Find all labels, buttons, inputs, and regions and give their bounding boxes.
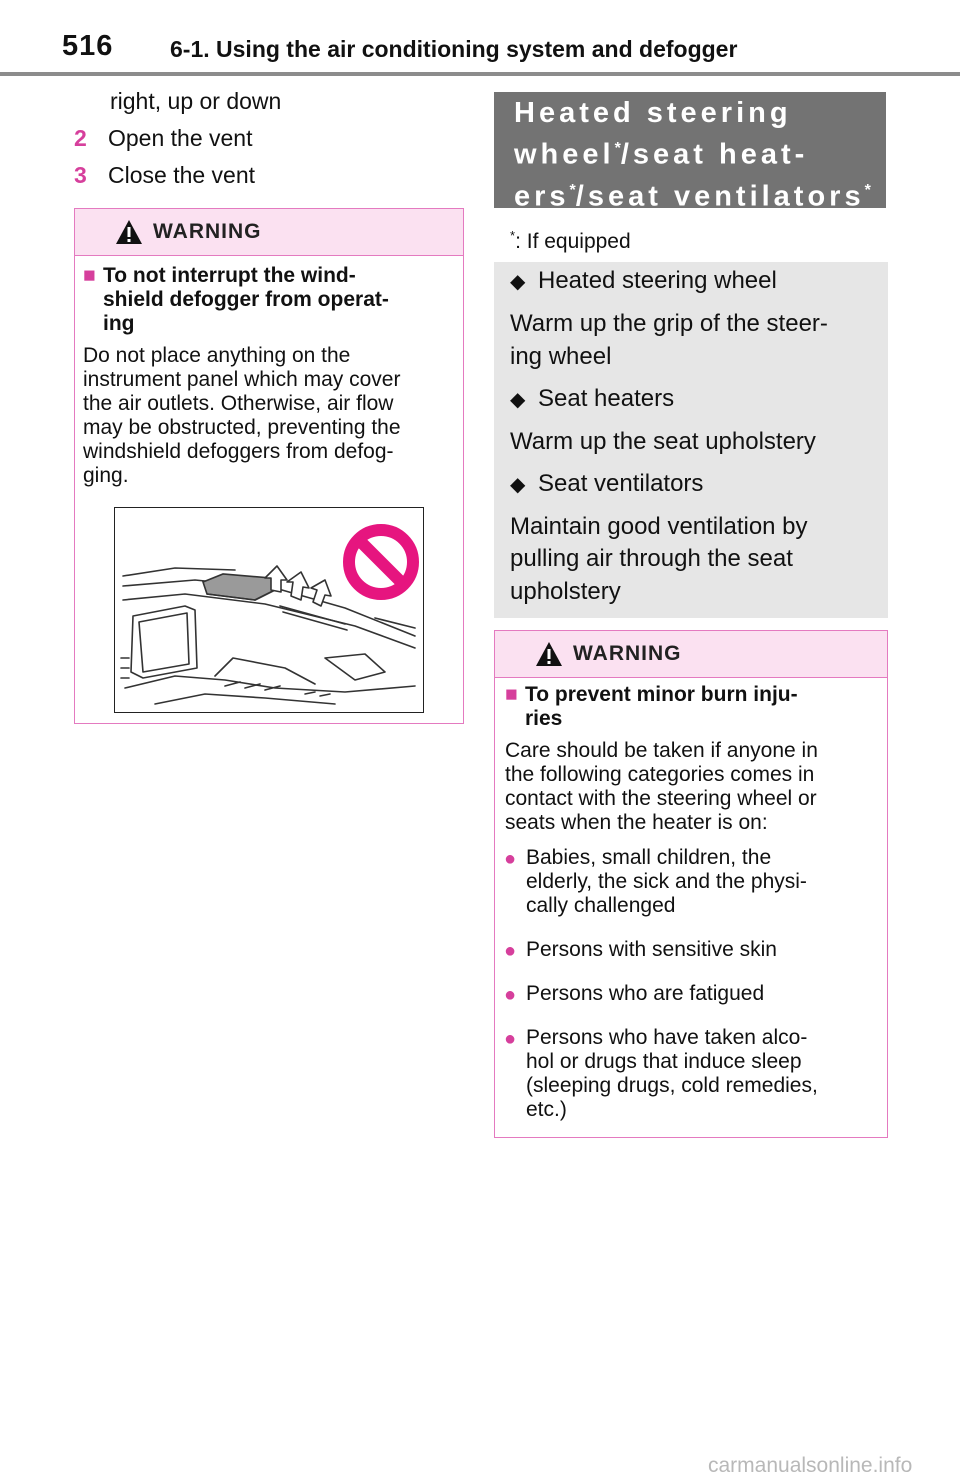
feature-desc: pulling air through the seat bbox=[510, 545, 793, 572]
heading-line bbox=[514, 131, 871, 173]
step-text: Open the vent bbox=[108, 125, 253, 151]
footnote-marker: * bbox=[864, 181, 871, 199]
circle-bullet-icon: ● bbox=[504, 848, 517, 870]
warning-triangle-icon bbox=[115, 219, 143, 245]
step-number: 3 bbox=[74, 162, 87, 188]
dashboard-drawing bbox=[115, 508, 423, 712]
footnote-marker: * bbox=[614, 140, 621, 157]
subheading-line: To not interrupt the wind- bbox=[103, 264, 356, 287]
subheading-line: ries bbox=[525, 707, 563, 730]
list-line: hol or drugs that induce sleep bbox=[526, 1050, 802, 1073]
list-line: elderly, the sick and the physi- bbox=[526, 870, 807, 893]
body-line: instrument panel which may cover bbox=[83, 368, 401, 391]
warning-subheading bbox=[83, 264, 389, 336]
heading-text: ers bbox=[514, 180, 570, 213]
warning-subheading bbox=[505, 683, 798, 731]
section-heading bbox=[514, 96, 871, 214]
body-line: contact with the steering wheel or bbox=[505, 787, 817, 810]
list-item-text bbox=[526, 1026, 866, 1122]
list-line: Persons with sensitive skin bbox=[526, 938, 777, 961]
page-header bbox=[0, 0, 960, 76]
feature-heading-text: Seat ventilators bbox=[538, 470, 704, 497]
feature-desc: Warm up the grip of the steer- bbox=[510, 310, 828, 337]
heading-text: /seat ventilators bbox=[575, 180, 865, 213]
warning-header bbox=[495, 631, 887, 678]
list-item-text bbox=[526, 982, 866, 1006]
feature-desc: Maintain good ventilation by bbox=[510, 513, 808, 540]
section-heading-box bbox=[494, 92, 886, 213]
feature-desc: ing wheel bbox=[510, 343, 612, 370]
list-item-text bbox=[526, 846, 866, 918]
body-line: seats when the heater is on: bbox=[505, 811, 768, 834]
circle-bullet-icon: ● bbox=[504, 1028, 517, 1050]
list-line: (sleeping drugs, cold remedies, bbox=[526, 1074, 818, 1097]
prohibited-icon bbox=[349, 530, 413, 594]
heading-text: wheel bbox=[514, 138, 615, 171]
body-line: may be obstructed, preventing the bbox=[83, 416, 401, 439]
warning-body bbox=[505, 739, 818, 835]
footnote-marker: * bbox=[510, 228, 516, 243]
subheading-line: shield defogger from operat- bbox=[103, 288, 389, 311]
feature-heading-text: Heated steering wheel bbox=[538, 267, 777, 294]
features-box bbox=[494, 262, 888, 618]
watermark: carmanualsonline.info bbox=[708, 1454, 913, 1477]
body-line: Do not place anything on the bbox=[83, 344, 351, 367]
warning-body bbox=[83, 344, 401, 488]
square-bullet-icon: ■ bbox=[505, 683, 518, 706]
circle-bullet-icon: ● bbox=[504, 984, 517, 1006]
diamond-bullet-icon: ◆ bbox=[510, 389, 526, 411]
warning-label: WARNING bbox=[573, 642, 682, 665]
warning-label: WARNING bbox=[153, 220, 262, 243]
circle-bullet-icon: ● bbox=[504, 940, 517, 962]
body-line: the following categories comes in bbox=[505, 763, 815, 786]
footnote-marker: * bbox=[569, 181, 576, 199]
list-line: Persons who are fatigued bbox=[526, 982, 765, 1005]
continued-text: right, up or down bbox=[110, 88, 282, 114]
subheading-line: To prevent minor burn inju- bbox=[525, 683, 798, 706]
feature-heading-text: Seat heaters bbox=[538, 385, 675, 412]
feature-desc: upholstery bbox=[510, 578, 621, 605]
body-line: the air outlets. Otherwise, air flow bbox=[83, 392, 394, 415]
warning-triangle-icon bbox=[535, 641, 563, 667]
step-2 bbox=[74, 125, 253, 152]
diamond-bullet-icon: ◆ bbox=[510, 474, 526, 496]
footnote bbox=[510, 228, 631, 254]
feature-desc: Warm up the seat upholstery bbox=[510, 428, 816, 455]
subheading-line: ing bbox=[103, 312, 135, 335]
footnote-text: : If equipped bbox=[515, 230, 631, 253]
body-line: ging. bbox=[83, 464, 129, 487]
heading-text: /seat heat- bbox=[620, 138, 809, 171]
list-line: Babies, small children, the bbox=[526, 846, 772, 869]
square-bullet-icon: ■ bbox=[83, 264, 96, 287]
list-line: cally challenged bbox=[526, 894, 676, 917]
list-line: etc.) bbox=[526, 1098, 567, 1121]
body-line: Care should be taken if anyone in bbox=[505, 739, 818, 762]
dashboard-illustration bbox=[114, 507, 424, 713]
warning-header bbox=[75, 209, 463, 256]
step-3 bbox=[74, 162, 255, 189]
list-item-text bbox=[526, 938, 866, 962]
diamond-bullet-icon: ◆ bbox=[510, 271, 526, 293]
section-title: 6-1. Using the air conditioning system and defogger bbox=[170, 36, 738, 62]
heading-line: Heated steering bbox=[514, 97, 792, 129]
list-line: Persons who have taken alco- bbox=[526, 1026, 808, 1049]
body-line: windshield defoggers from defog- bbox=[83, 440, 394, 463]
feature-heading bbox=[510, 470, 703, 498]
page-number: 516 bbox=[62, 30, 114, 62]
feature-heading bbox=[510, 267, 777, 295]
heading-line bbox=[514, 173, 871, 215]
header-rule bbox=[0, 72, 960, 76]
feature-heading bbox=[510, 385, 674, 413]
step-number: 2 bbox=[74, 125, 87, 151]
step-text: Close the vent bbox=[108, 162, 256, 188]
